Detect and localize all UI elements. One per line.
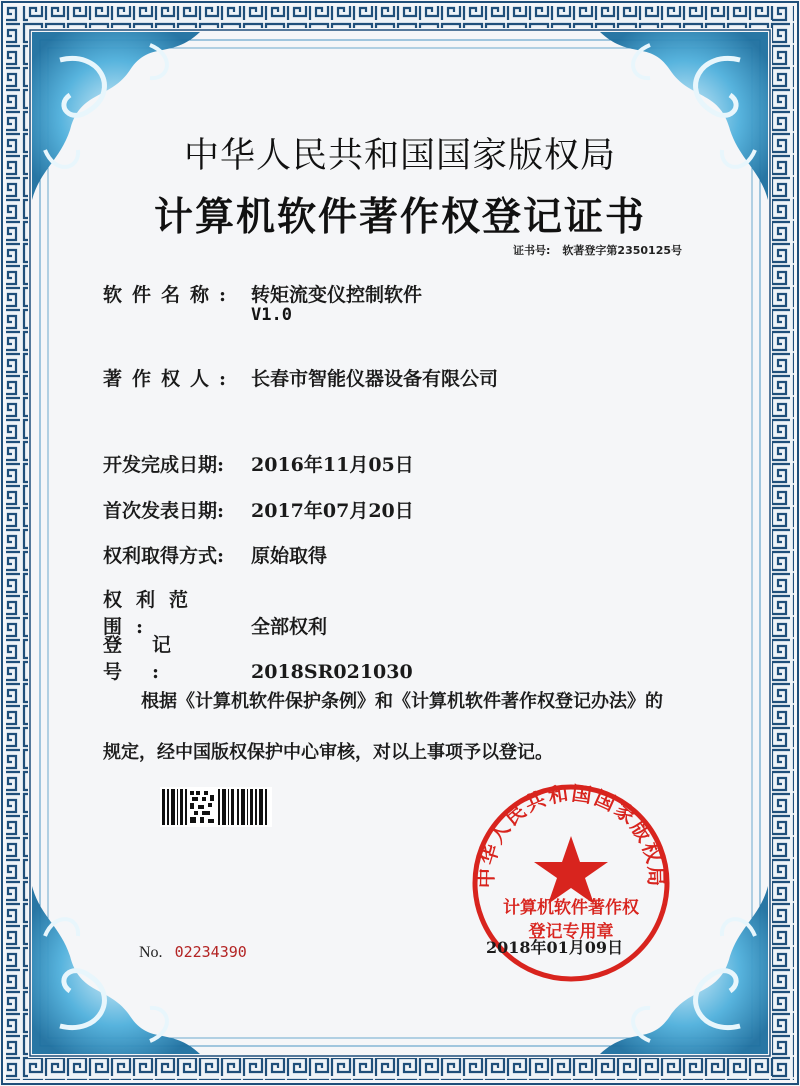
- field-value: 2017年07月20日: [251, 500, 414, 522]
- field-label: 登记号:: [103, 634, 202, 683]
- serial-value: 02234390: [174, 943, 247, 961]
- serial-label: No.: [139, 944, 163, 961]
- field-value: 全部权利: [251, 616, 328, 638]
- field-label: 权利范围:: [103, 589, 203, 638]
- svg-text:中华人民共和国国家版权局: [474, 781, 668, 888]
- seal-line-1: 计算机软件著作权: [503, 898, 639, 918]
- issuer-title: 中华人民共和国国家版权局: [183, 136, 616, 176]
- field-registration-no: [103, 630, 413, 684]
- field-value: 2016年11月05日: [251, 454, 414, 476]
- field-label: 软件名称:: [103, 284, 237, 306]
- field-rights-method: [103, 541, 327, 568]
- field-label: 权利取得方式:: [103, 545, 225, 567]
- seal-line-2: 登记专用章: [528, 922, 614, 942]
- barcode-image: [160, 787, 272, 827]
- certificate-number-value: 软著登字第2350125号: [562, 244, 682, 257]
- certificate-number: [513, 242, 682, 258]
- serial-number: [139, 942, 247, 962]
- field-label: 开发完成日期:: [103, 454, 225, 476]
- field-label: 首次发表日期:: [103, 500, 225, 522]
- field-first-publication-date: [103, 496, 414, 523]
- legal-basis-text: 根据《计算机软件保护条例》和《计算机软件著作权登记办法》的: [141, 691, 663, 712]
- field-value: 原始取得: [251, 545, 328, 567]
- field-value: 长春市智能仪器设备有限公司: [251, 368, 499, 390]
- certificate-title: 计算机软件著作权登记证书: [153, 194, 646, 240]
- field-software-name: [103, 280, 422, 307]
- software-version: V1.0: [251, 305, 292, 325]
- field-value: 转矩流变仪控制软件: [251, 284, 423, 306]
- field-copyright-owner: [103, 364, 498, 391]
- certificate-number-label: 证书号:: [513, 244, 551, 257]
- seal-ring-text: 中华人民共和国国家版权局: [473, 780, 669, 889]
- field-label: 著作权人:: [103, 368, 237, 390]
- approval-text: 规定，经中国版权保护中心审核，对以上事项予以登记。: [103, 742, 553, 763]
- field-development-date: [103, 450, 414, 477]
- issue-date: 2018年01月09日: [486, 938, 624, 957]
- field-value: 2018SR021030: [251, 661, 413, 683]
